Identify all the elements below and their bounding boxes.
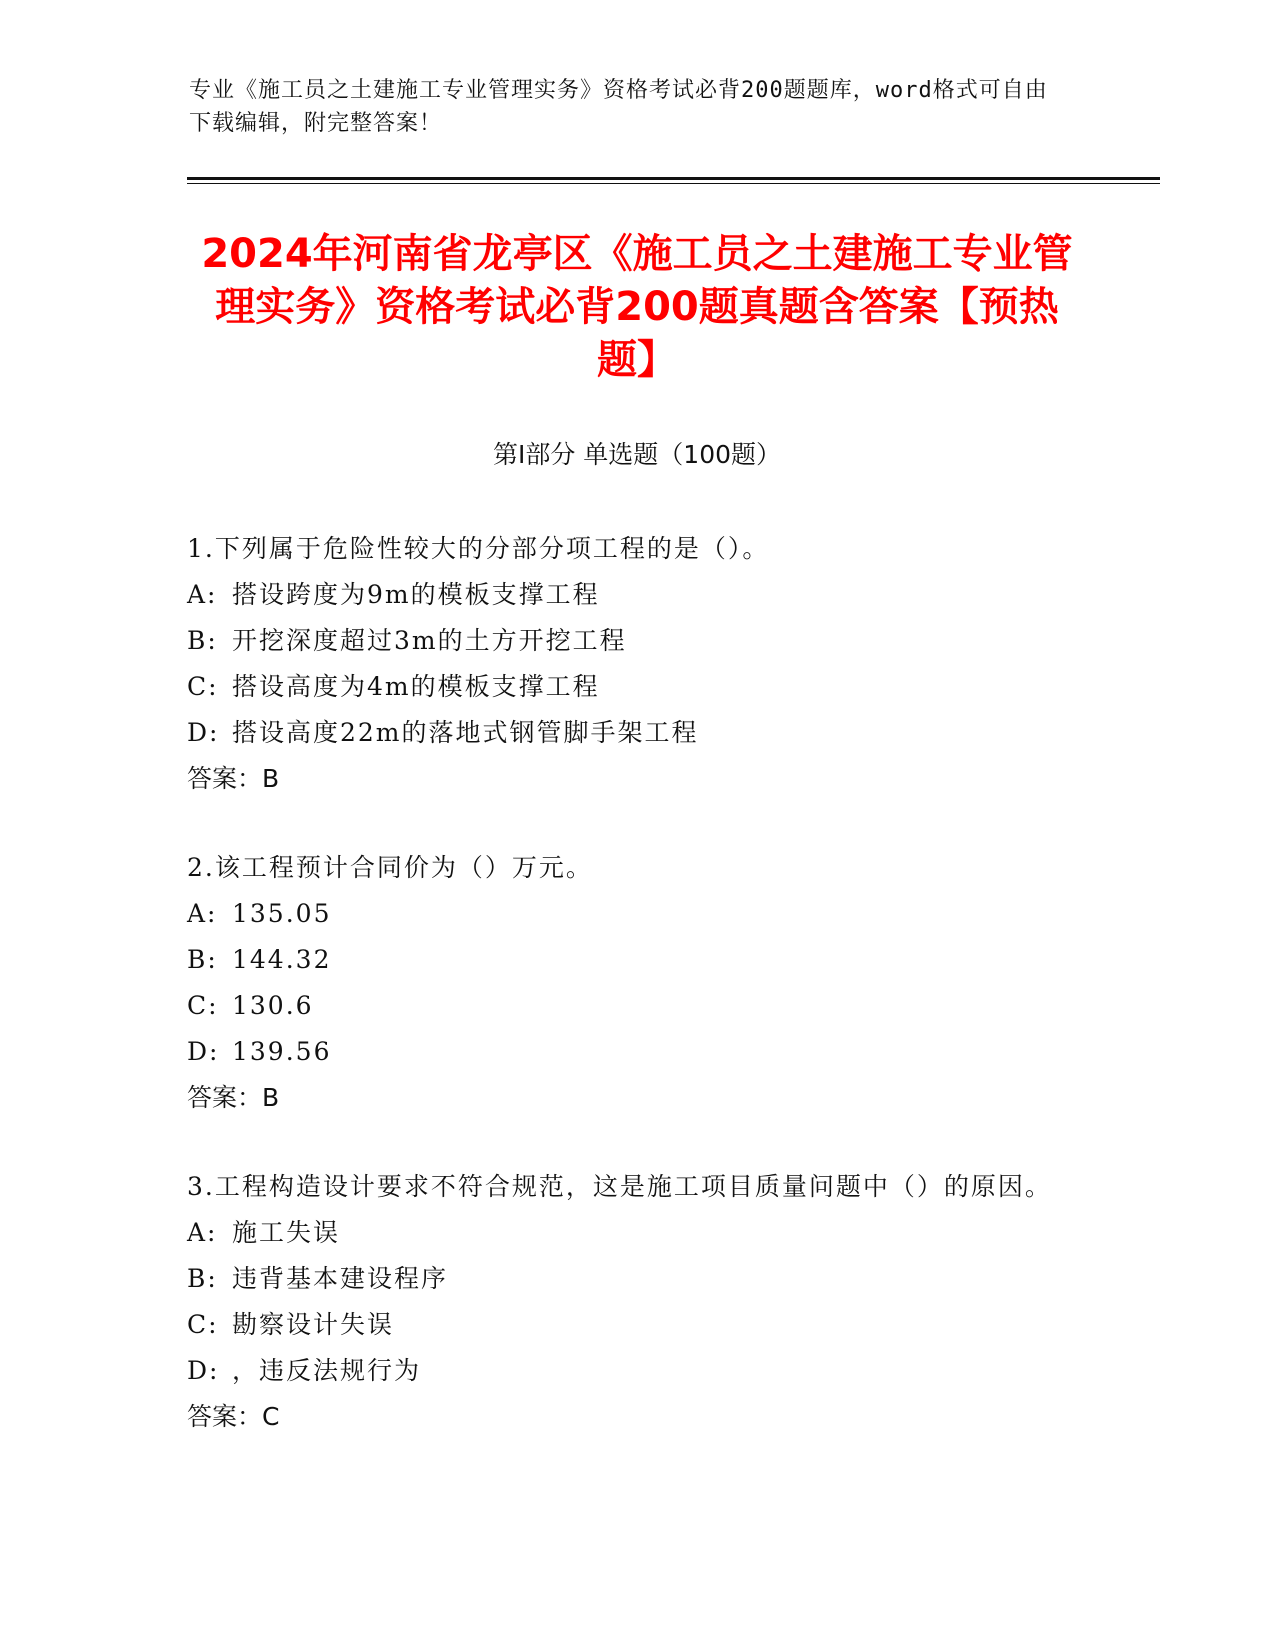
option-label: D: — [187, 1037, 220, 1066]
option-text: 搭设高度为4m的模板支撑工程 — [232, 672, 600, 701]
answer: 答案：C — [187, 1402, 280, 1431]
option-text: 139.56 — [232, 1037, 332, 1066]
option-c — [187, 1302, 1067, 1348]
option-label: B: — [187, 626, 218, 655]
question-stem: 2.该工程预计合同价为（）万元。 — [187, 853, 593, 882]
header-divider-thin — [187, 183, 1160, 184]
option-text: 违背基本建设程序 — [232, 1264, 449, 1293]
option-label: A: — [187, 899, 218, 928]
option-label: A: — [187, 580, 218, 609]
question-1 — [187, 526, 1067, 802]
option-label: B: — [187, 945, 218, 974]
option-b — [187, 1256, 1067, 1302]
option-label: D: — [187, 1356, 220, 1385]
option-text: 130.6 — [232, 991, 314, 1020]
answer: 答案：B — [187, 1083, 280, 1112]
option-d — [187, 710, 1067, 756]
option-a — [187, 1210, 1067, 1256]
option-d — [187, 1348, 1067, 1394]
option-d — [187, 1029, 1067, 1075]
option-a — [187, 891, 1067, 937]
option-text: 开挖深度超过3m的土方开挖工程 — [232, 626, 627, 655]
option-c — [187, 983, 1067, 1029]
option-label: A: — [187, 1218, 218, 1247]
section-title: 第Ⅰ部分 单选题（100题） — [492, 440, 782, 469]
option-c — [187, 664, 1067, 710]
question-2 — [187, 845, 1067, 1121]
option-text: 144.32 — [232, 945, 332, 974]
option-text: 勘察设计失误 — [232, 1310, 395, 1339]
option-b — [187, 937, 1067, 983]
option-b — [187, 618, 1067, 664]
option-label: C: — [187, 672, 219, 701]
option-text: 135.05 — [232, 899, 332, 928]
header-divider-thick — [187, 177, 1160, 180]
question-stem: 3.工程构造设计要求不符合规范，这是施工项目质量问题中（）的原因。 — [187, 1172, 1052, 1201]
option-label: B: — [187, 1264, 218, 1293]
option-text: 施工失误 — [232, 1218, 341, 1247]
option-text: 搭设跨度为9m的模板支撑工程 — [232, 580, 600, 609]
document-title: 2024年河南省龙亭区《施工员之土建施工专业管理实务》资格考试必背200题真题含答案【预热题】 — [201, 231, 1073, 383]
option-label: D: — [187, 718, 220, 747]
option-text: ，违反法规行为 — [232, 1356, 422, 1385]
option-label: C: — [187, 991, 219, 1020]
option-label: C: — [187, 1310, 219, 1339]
option-a — [187, 572, 1067, 618]
question-stem: 1.下列属于危险性较大的分部分项工程的是（）。 — [187, 534, 770, 563]
option-text: 搭设高度22m的落地式钢管脚手架工程 — [232, 718, 699, 747]
answer: 答案：B — [187, 764, 280, 793]
question-3 — [187, 1164, 1067, 1440]
header-note: 专业《施工员之土建施工专业管理实务》资格考试必背200题题库，word格式可自由下载编辑，附完整答案！ — [189, 78, 1048, 136]
